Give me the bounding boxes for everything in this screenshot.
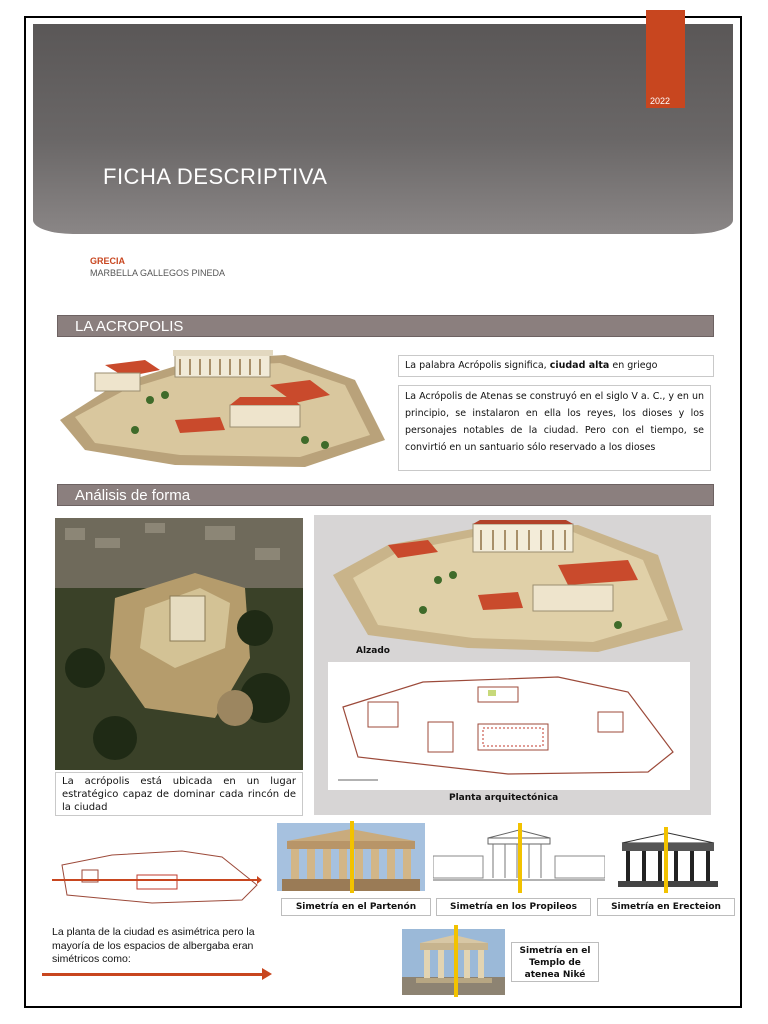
city-plan-sketch <box>52 845 262 913</box>
arrow-right-icon <box>262 968 272 980</box>
page-title: FICHA DESCRIPTIVA <box>103 164 328 189</box>
erechtheion-symmetry-line <box>664 827 668 893</box>
propylaea-symmetry-line <box>518 823 522 893</box>
section-acropolis-bar <box>57 315 714 337</box>
aerial-photo <box>55 518 303 770</box>
plan-description: La planta de la ciudad es asimétrica pero la mayoría de los espacios de albergaba eran simétricos como: <box>52 926 255 965</box>
erechtheion-drawing <box>612 831 724 889</box>
nike-symmetry-line <box>454 925 458 997</box>
year-label: 2022 <box>650 96 671 106</box>
acropolis-model-image <box>55 345 390 472</box>
location-text-box <box>55 772 303 816</box>
acropolis-meaning-box <box>398 355 714 377</box>
acropolis-elevation-image <box>328 520 690 655</box>
acropolis-history-text: La Acrópolis de Atenas se construyó en el siglo V a. C., y en un principio, se instalaron en ella los reyes, los dioses y los personajes notables de la ciudad. Pero con el tiempo, se convirtió en un santuario sólo reservado a los dioses <box>405 391 704 453</box>
floor-plan-image <box>328 662 690 790</box>
section-analysis-bar <box>57 484 714 506</box>
propylaea-caption: Simetría en los Propileos <box>436 898 591 916</box>
section-analysis-title: Análisis de forma <box>75 487 191 504</box>
erechtheion-caption: Simetría en Erecteion <box>597 898 735 916</box>
section-acropolis-title: LA ACROPOLIS <box>75 318 184 335</box>
parthenon-symmetry-line <box>350 821 354 893</box>
parthenon-caption: Simetría en el Partenón <box>281 898 431 916</box>
nike-caption: Simetría en el Templo de atenea Niké <box>511 942 599 982</box>
region-label: GRECIA <box>90 256 126 266</box>
location-text: La acrópolis está ubicada en un lugar estratégico capaz de dominar cada rincón de la ciudad <box>62 776 296 813</box>
meaning-text-bold: ciudad alta <box>549 360 610 371</box>
year-tab <box>646 10 685 108</box>
author-label: MARBELLA GALLEGOS PINEDA <box>90 268 226 278</box>
meaning-text-start: La palabra Acrópolis significa, <box>405 360 550 371</box>
floor-plan-label: Planta arquitectónica <box>449 793 559 803</box>
arrow-line <box>42 973 264 976</box>
header-banner <box>33 24 733 234</box>
acropolis-history-box <box>398 385 711 471</box>
elevation-label: Alzado <box>356 646 390 656</box>
meaning-text-end: en griego <box>609 360 658 371</box>
